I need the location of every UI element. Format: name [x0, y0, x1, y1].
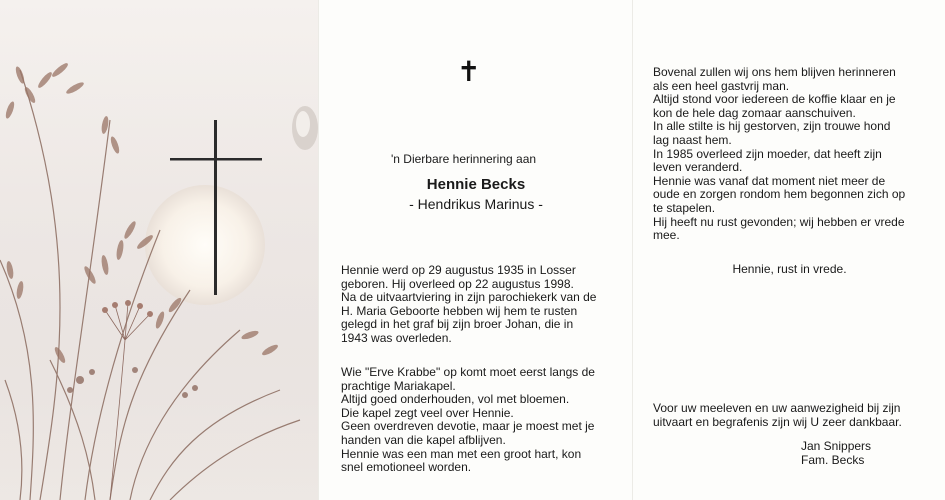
intro-text: 'n Dierbare herinnering aan [391, 152, 537, 166]
text-line: 1943 was overleden. [341, 330, 452, 345]
text-line: uitvaart en begrafenis zijn wij U zeer dankbaar. [653, 414, 902, 429]
text-line: te stapelen. [653, 200, 716, 215]
text-line: H. Maria Geboorte hebben wij hem te rusten [341, 303, 578, 318]
farewell-text: Hennie, rust in vrede. [732, 262, 847, 276]
signer-name: Jan Snippers [801, 439, 872, 453]
text-line: handen van die kapel afblijven. [341, 432, 506, 447]
text-line: Hennie was vanaf dat moment niet meer de [653, 173, 886, 188]
text-line: lag naast hem. [653, 132, 732, 147]
text-line: Altijd goed onderhouden, vol met bloemen. [341, 392, 570, 407]
text-line: Geen overdreven devotie, maar je moest met je [341, 419, 595, 434]
text-line: Hij heeft nu rust gevonden; wij hebben er vrede [653, 214, 905, 229]
text-line: Hennie was een man met een groot hart, kon [341, 446, 582, 461]
text-line: gelegd in het graf bij zijn broer Johan, die in [341, 317, 574, 332]
text-line: Altijd stond voor iedereen de koffie klaar en je [653, 92, 896, 107]
right-panel [632, 0, 945, 500]
text-line: Die kapel zegt veel over Hennie. [341, 405, 514, 420]
text-line: Bovenal zullen wij ons hem blijven herinneren [653, 65, 896, 79]
deceased-name: Hennie Becks [426, 176, 526, 193]
text-line: geboren. Hij overleed op 22 augustus 1998. [341, 276, 574, 291]
thanks-paragraph [653, 402, 920, 429]
text-line: mee. [653, 228, 680, 243]
text-line: In alle stilte is hij gestorven, zijn trouwe hond [653, 119, 891, 134]
text-line: Wie "Erve Krabbe" op komt moet eerst langs de [341, 365, 595, 379]
text-line: snel emotioneel worden. [341, 460, 472, 475]
text-line: Hennie werd op 29 augustus 1935 in Losser [341, 263, 576, 277]
text-line: kon de hele dag zomaar aanschuiven. [653, 105, 856, 120]
biography-paragraph [341, 264, 608, 346]
signers [801, 440, 871, 467]
text-line: Na de uitvaartviering in zijn parochiekerk van de [341, 290, 597, 305]
middle-panel [318, 0, 632, 500]
memory-paragraph [653, 66, 920, 243]
chapel-paragraph [341, 366, 608, 475]
text-line: leven veranderd. [653, 160, 743, 175]
cross-icon: ✝ [457, 55, 481, 88]
text-line: In 1985 overleed zijn moeder, dat heeft zijn [653, 146, 882, 161]
deceased-full-name: - Hendrikus Marinus - [409, 196, 543, 212]
artwork-panel [0, 0, 318, 500]
text-line: als een heel gastvrij man. [653, 78, 790, 93]
text-line: oude en zorgen rondom hem begonnen zich op [653, 187, 906, 202]
grass-and-cross-illustration [0, 0, 318, 500]
text-line: prachtige Mariakapel. [341, 378, 456, 393]
text-line: Voor uw meeleven en uw aanwezigheid bij zijn [653, 401, 901, 415]
signer-family: Fam. Becks [801, 452, 865, 467]
